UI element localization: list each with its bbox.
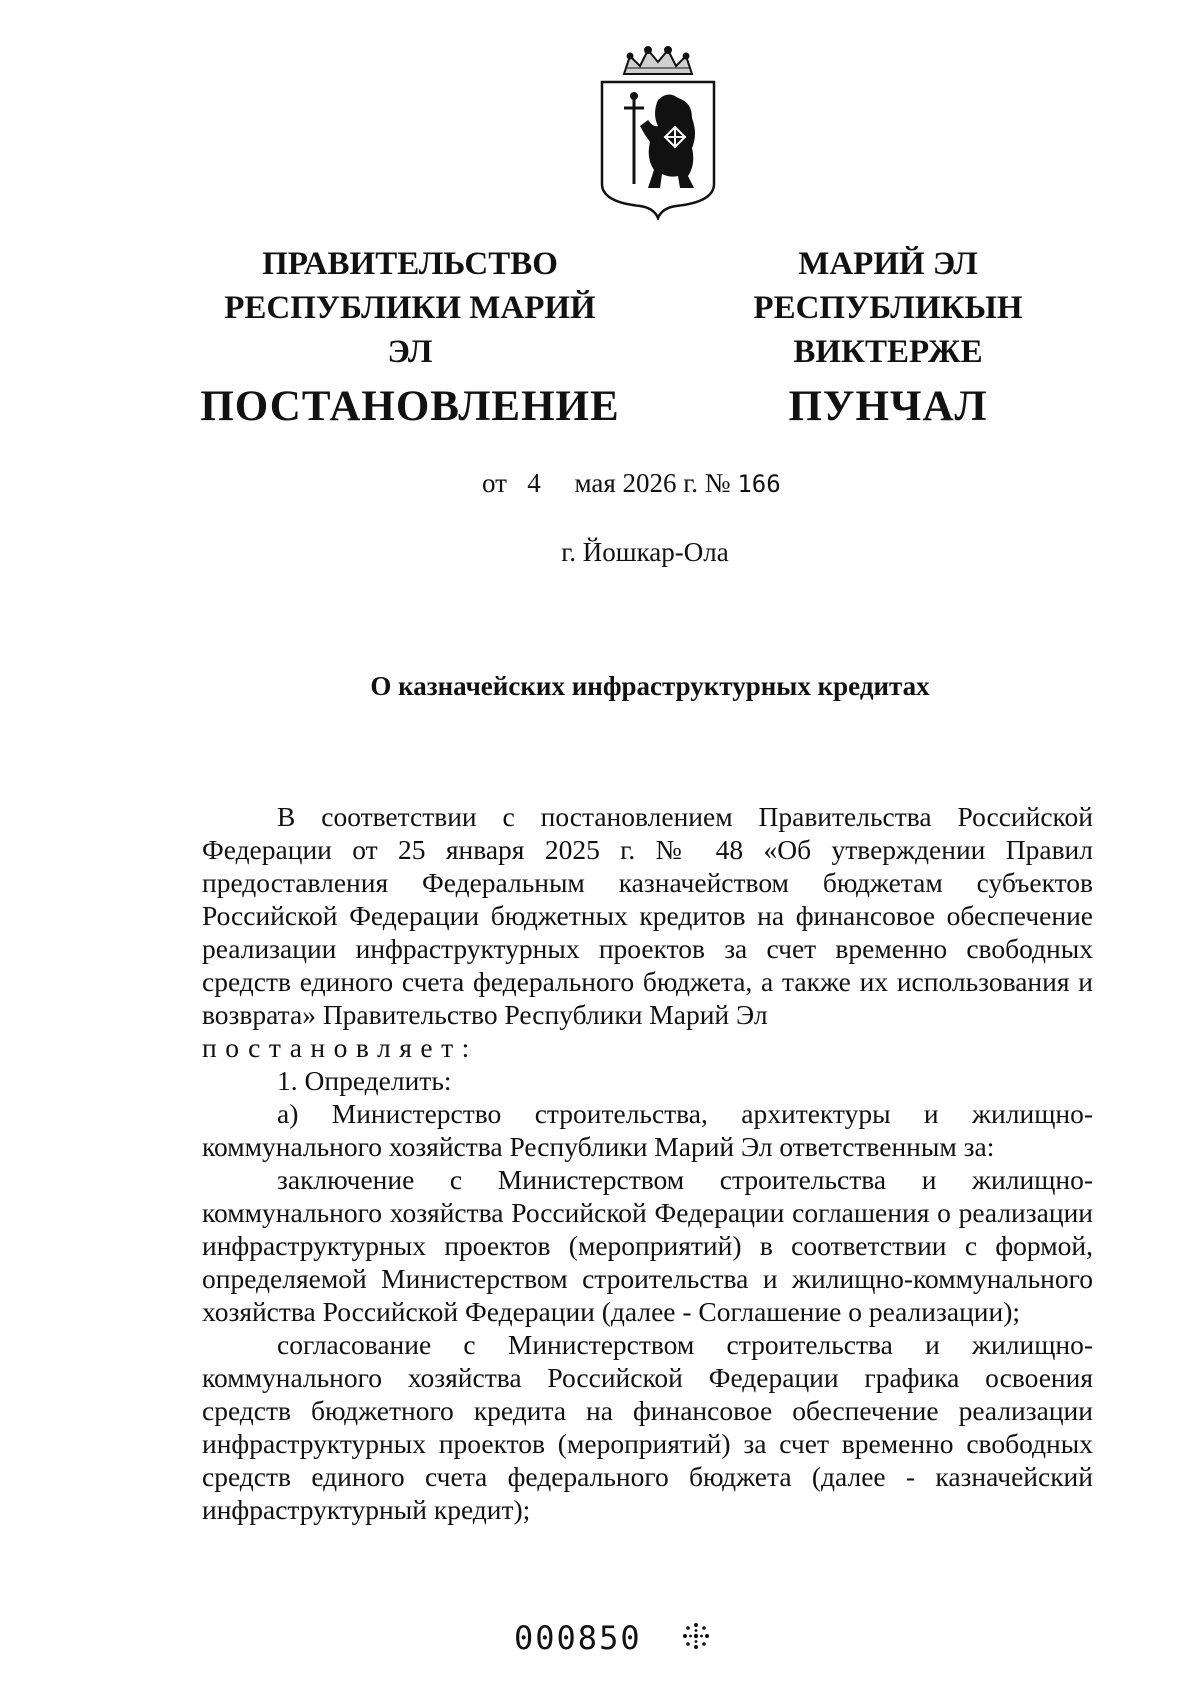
item-1a: а) Министерство строительства, архитектуры и жилищно-коммунального хозяйства Республики Марий Эл ответственным за:: [202, 1098, 1093, 1162]
preamble-paragraph: В соответствии с постановлением Правительства Российской Федерации от 25 января 2025 г. № 48 «Об утверждении Правил предоставления Федеральным казначейством бюджетам субъектов Российской Федерации бюджетных кредитов на финансовое обеспечение реализации инфраструктурных проектов за счет временно свободных средств единого счета федерального бюджета, а также их использования и возврата» Правительство Республики Марий Эл: [202, 801, 1093, 1030]
header-right-line1: МАРИЙ ЭЛ РЕСПУБЛИКЫН: [753, 246, 1023, 326]
date-month-year: мая 2026 г.: [574, 468, 699, 498]
header-left-line2: РЕСПУБЛИКИ МАРИЙ ЭЛ: [224, 290, 596, 370]
header-left-title: ПОСТАНОВЛЕНИЕ: [200, 383, 620, 430]
asterisk-mark-icon: [680, 1620, 712, 1652]
header-left-block: [200, 242, 620, 434]
header-right-title: ПУНЧАЛ: [788, 383, 988, 430]
date-prefix: от: [482, 468, 507, 498]
coat-of-arms-emblem: [596, 44, 720, 220]
document-number: 166: [737, 470, 781, 498]
date-line: [482, 466, 781, 501]
document-subject: О казначейских инфраструктурных кредитах: [370, 671, 930, 701]
footer-serial-number: 000850: [514, 1619, 642, 1657]
item-1a-paragraph-2: согласование с Министерством строительства и жилищно-коммунального хозяйства Российской Федерации графика освоения средств бюджетного кредита на финансовое обеспечение реализации инфраструктурных проектов (мероприятий) за счет временно свободных средств единого счета федерального бюджета (далее - казначейский инфраструктурный кредит);: [202, 1329, 1093, 1525]
item-1a-paragraph-1: заключение с Министерством строительства и жилищно-коммунального хозяйства Российской Федерации соглашения о реализации инфраструктурных проектов (мероприятий) в соответствии с формой, определяемой Министерством строительства и жилищно-коммунального хозяйства Российской Федерации (далее - Соглашение о реализации);: [202, 1164, 1093, 1327]
header-right-line2: ВИКТЕРЖЕ: [793, 334, 983, 370]
preamble-resolves: постановляет:: [202, 1032, 478, 1063]
item-1: 1. Определить:: [277, 1065, 452, 1096]
header-right-block: [668, 242, 1108, 434]
document-body: [202, 800, 1093, 1526]
place-of-issue: г. Йошкар-Ола: [561, 537, 729, 567]
header-left-line1: ПРАВИТЕЛЬСТВО: [262, 246, 558, 282]
date-day: 4: [527, 468, 541, 498]
number-sign: №: [704, 468, 731, 498]
